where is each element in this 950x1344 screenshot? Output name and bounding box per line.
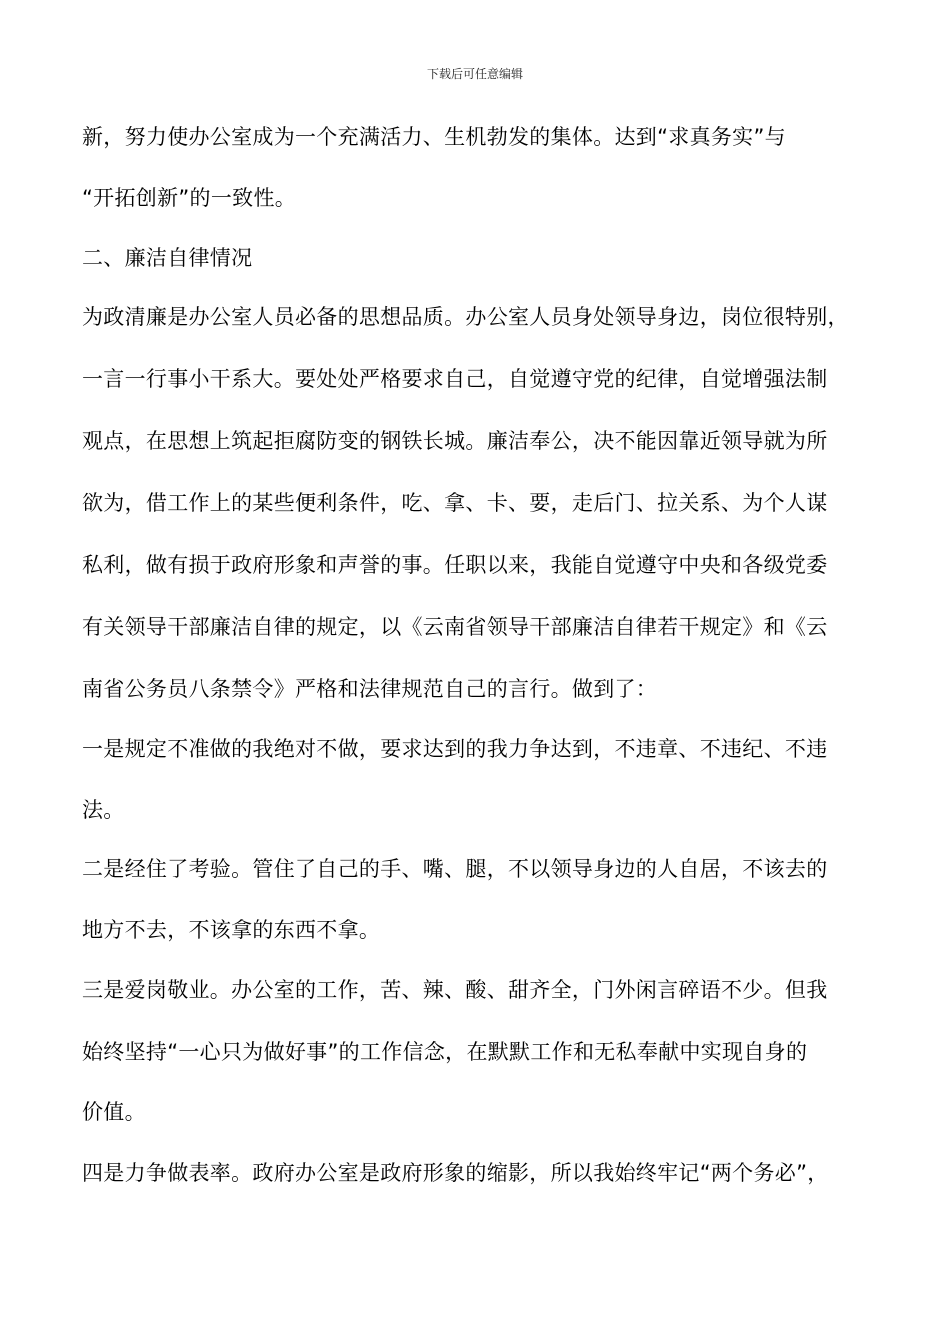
text-line-15: 三是爱岗敬业。办公室的工作，苦、辣、酸、甜齐全，门外闲言碎语不少。但我 <box>82 978 828 1002</box>
text-line-14: 地方不去，不该拿的东西不拿。 <box>82 918 381 942</box>
text-line-1: 新，努力使办公室成为一个充满活力、生机勃发的集体。达到“求真务实”与 <box>82 125 786 149</box>
text-line-7: 欲为，借工作上的某些便利条件，吃、拿、卡、要，走后门、拉关系、为个人谋 <box>82 491 828 515</box>
text-line-16: 始终坚持“一心只为做好事”的工作信念，在默默工作和无私奉献中实现自身的 <box>82 1040 808 1064</box>
text-line-4: 为政清廉是办公室人员必备的思想品质。办公室人员身处领导身边，岗位很特别， <box>82 305 849 329</box>
text-line-11: 一是规定不准做的我绝对不做，要求达到的我力争达到，不违章、不违纪、不违 <box>82 737 828 761</box>
text-line-2: “开拓创新”的一致性。 <box>82 186 297 210</box>
text-line-12: 法。 <box>82 798 125 822</box>
text-line-13: 二是经住了考验。管住了自己的手、嘴、腿，不以领导身边的人自居，不该去的 <box>82 857 828 881</box>
text-line-17: 价值。 <box>82 1100 146 1124</box>
text-line-6: 观点，在思想上筑起拒腐防变的钢铁长城。廉洁奉公，决不能因靠近领导就为所 <box>82 429 828 453</box>
text-line-8: 私利，做有损于政府形象和声誉的事。任职以来，我能自觉遵守中央和各级党委 <box>82 553 828 577</box>
text-line-5: 一言一行事小干系大。要处处严格要求自己，自觉遵守党的纪律，自觉增强法制 <box>82 367 828 391</box>
section-heading: 二、廉洁自律情况 <box>82 246 253 270</box>
text-line-9: 有关领导干部廉洁自律的规定，以《云南省领导干部廉洁自律若干规定》和《云 <box>82 615 828 639</box>
text-line-10: 南省公务员八条禁令》严格和法律规范自己的言行。做到了： <box>82 677 658 701</box>
text-line-18: 四是力争做表率。政府办公室是政府形象的缩影，所以我始终牢记“两个务必”， <box>82 1161 829 1185</box>
page-header: 下载后可任意编辑 <box>426 67 523 81</box>
